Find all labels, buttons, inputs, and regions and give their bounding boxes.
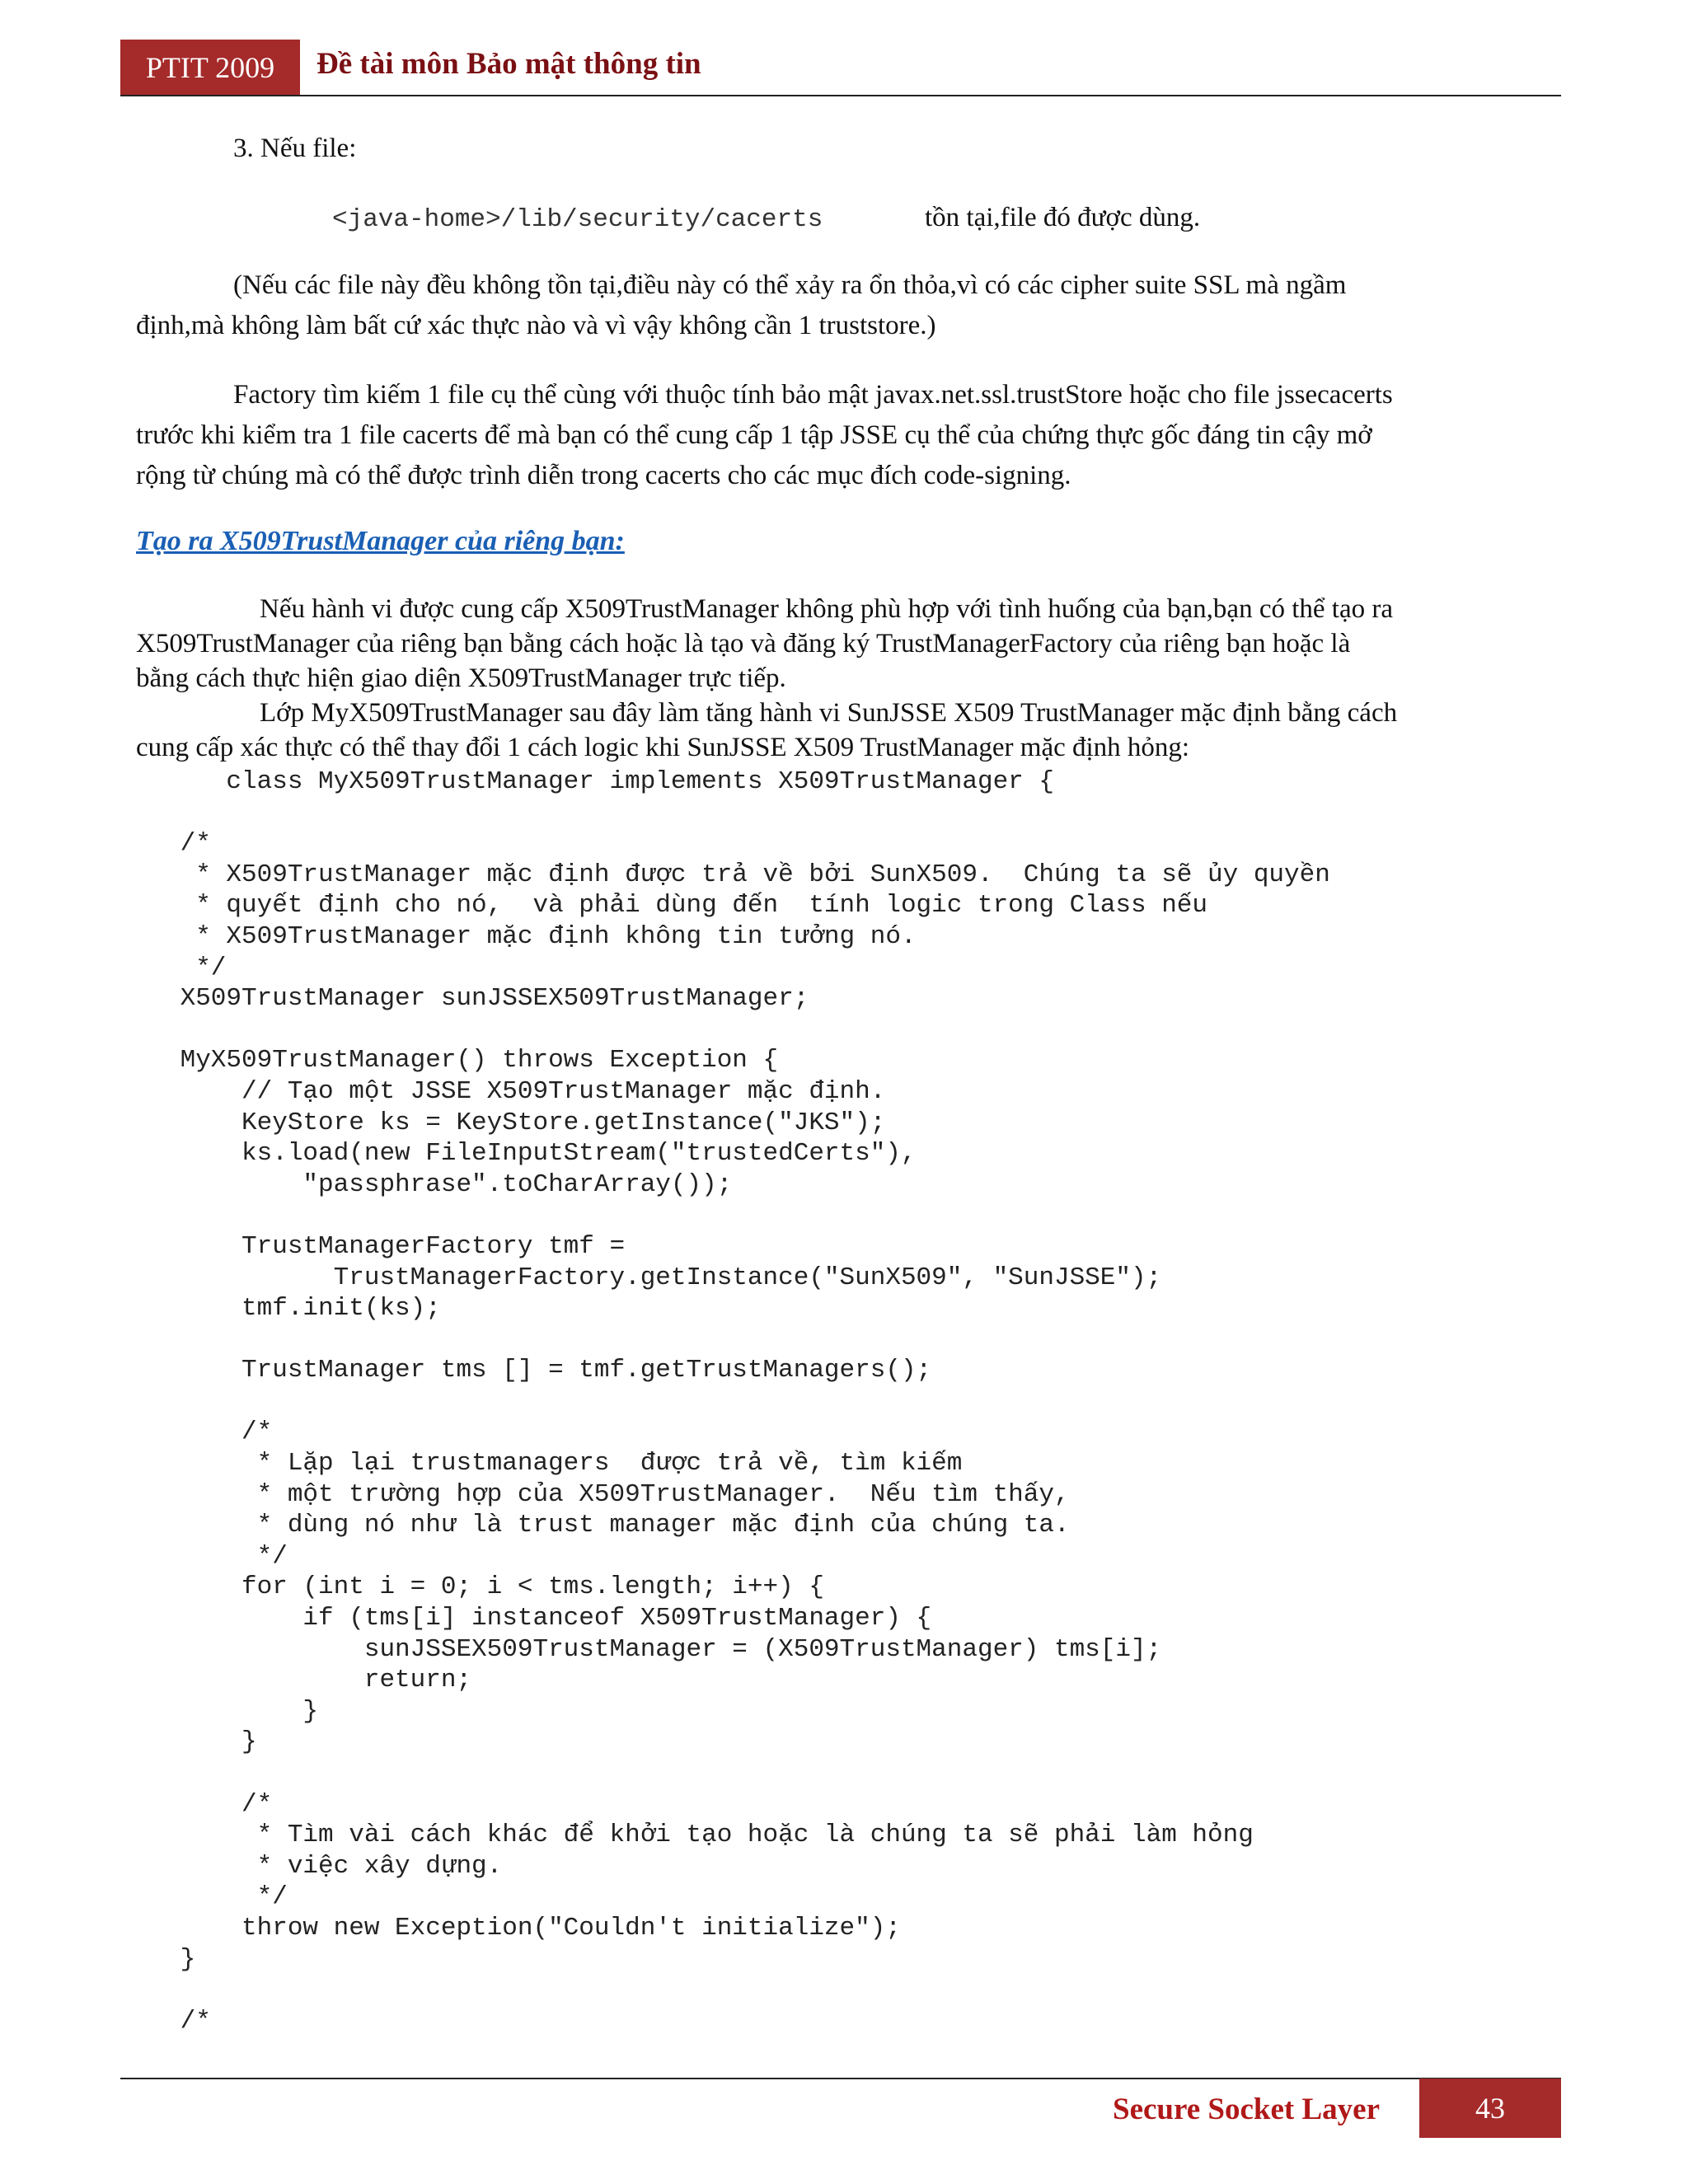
footer-rule: [120, 2078, 1561, 2079]
para1-line2: định,mà không làm bất cứ xác thực nào và vì vậy không cần 1 truststore.): [136, 311, 936, 340]
para2-line2: trước khi kiểm tra 1 file cacerts để mà bạn có thể cung cấp 1 tập JSSE cụ thể của chứng thực gốc đáng tin cậy mở: [136, 420, 1372, 450]
para3-line2: X509TrustManager của riêng bạn bằng cách hoặc là tạo và đăng ký TrustManagerFactory của riêng bạn hoặc là: [136, 629, 1351, 658]
para4-line1: Lớp MyX509TrustManager sau đây làm tăng hành vi SunJSSE X509 TrustManager mặc định bằng cách: [260, 698, 1398, 728]
step-3: 3. Nếu file:: [233, 134, 357, 163]
para1-line1: (Nếu các file này đều không tồn tại,điều này có thể xảy ra ổn thỏa,vì có các cipher suite SSL mà ngầm: [233, 270, 1347, 300]
header-label: PTIT 2009: [120, 40, 300, 96]
section-heading: Tạo ra X509TrustManager của riêng bạn:: [136, 526, 625, 556]
header-title: Đề tài môn Bảo mật thông tin: [316, 47, 701, 81]
para3-line1: Nếu hành vi được cung cấp X509TrustManager không phù hợp với tình huống của bạn,bạn có thể tạo ra: [260, 594, 1393, 624]
cacerts-path: <java-home>/lib/security/cacerts: [332, 205, 823, 234]
cacerts-text: tồn tại,file đó được dùng.: [925, 203, 1201, 232]
page-number: 43: [1419, 2079, 1561, 2138]
code-listing: class MyX509TrustManager implements X509TrustManager { /* * X509TrustManager mặc định được trả về bởi SunX509. Chúng ta sẽ ủy quyền * quyết định cho nó, và phải dùng đến tính logic trong Class nếu * X509TrustManager mặc định không tin tưởng nó. */ X509TrustManager sunJSSEX509TrustManager; MyX509TrustManager() throws Exception { // Tạo một JSSE X509TrustManager mặc định. KeyStore ks = KeyStore.getInstance("JKS"); ks.load(new FileInputStream("trustedCerts"), "passphrase".toCharArray()); TrustManagerFactory tmf = TrustManagerFactory.getInstance("SunX509", "SunJSSE"); tmf.init(ks); TrustManager tms [] = tmf.getTrustManagers(); /* * Lặp lại trustmanagers được trả về, tìm kiếm * một trường hợp của X509TrustManager. Nếu tìm thấy, * dùng nó như là trust manager mặc định của chúng ta. */ for (int i = 0; i < tms.length; i++) { if (tms[i] instanceof X509TrustManager) { sunJSSEX509TrustManager = (X509TrustManager) tms[i]; return; } } /* * Tìm vài cách khác để khởi tạo hoặc là chúng ta sẽ phải làm hỏng * việc xây dựng. */ throw new Exception("Couldn't initialize"); } /*: [180, 767, 1330, 2036]
para4-line2: cung cấp xác thực có thể thay đổi 1 cách logic khi SunJSSE X509 TrustManager mặc định hỏng:: [136, 733, 1190, 762]
para2-line1: Factory tìm kiếm 1 file cụ thể cùng với thuộc tính bảo mật javax.net.ssl.trustStore hoặc cho file jssecacerts: [233, 380, 1393, 410]
para3-line3: bằng cách thực hiện giao diện X509TrustManager trực tiếp.: [136, 663, 786, 693]
para2-line3: rộng từ chúng mà có thể được trình diễn trong cacerts cho các mục đích code-signing.: [136, 461, 1071, 490]
footer-title: Secure Socket Layer: [1113, 2093, 1381, 2126]
header-rule: [120, 95, 1561, 96]
